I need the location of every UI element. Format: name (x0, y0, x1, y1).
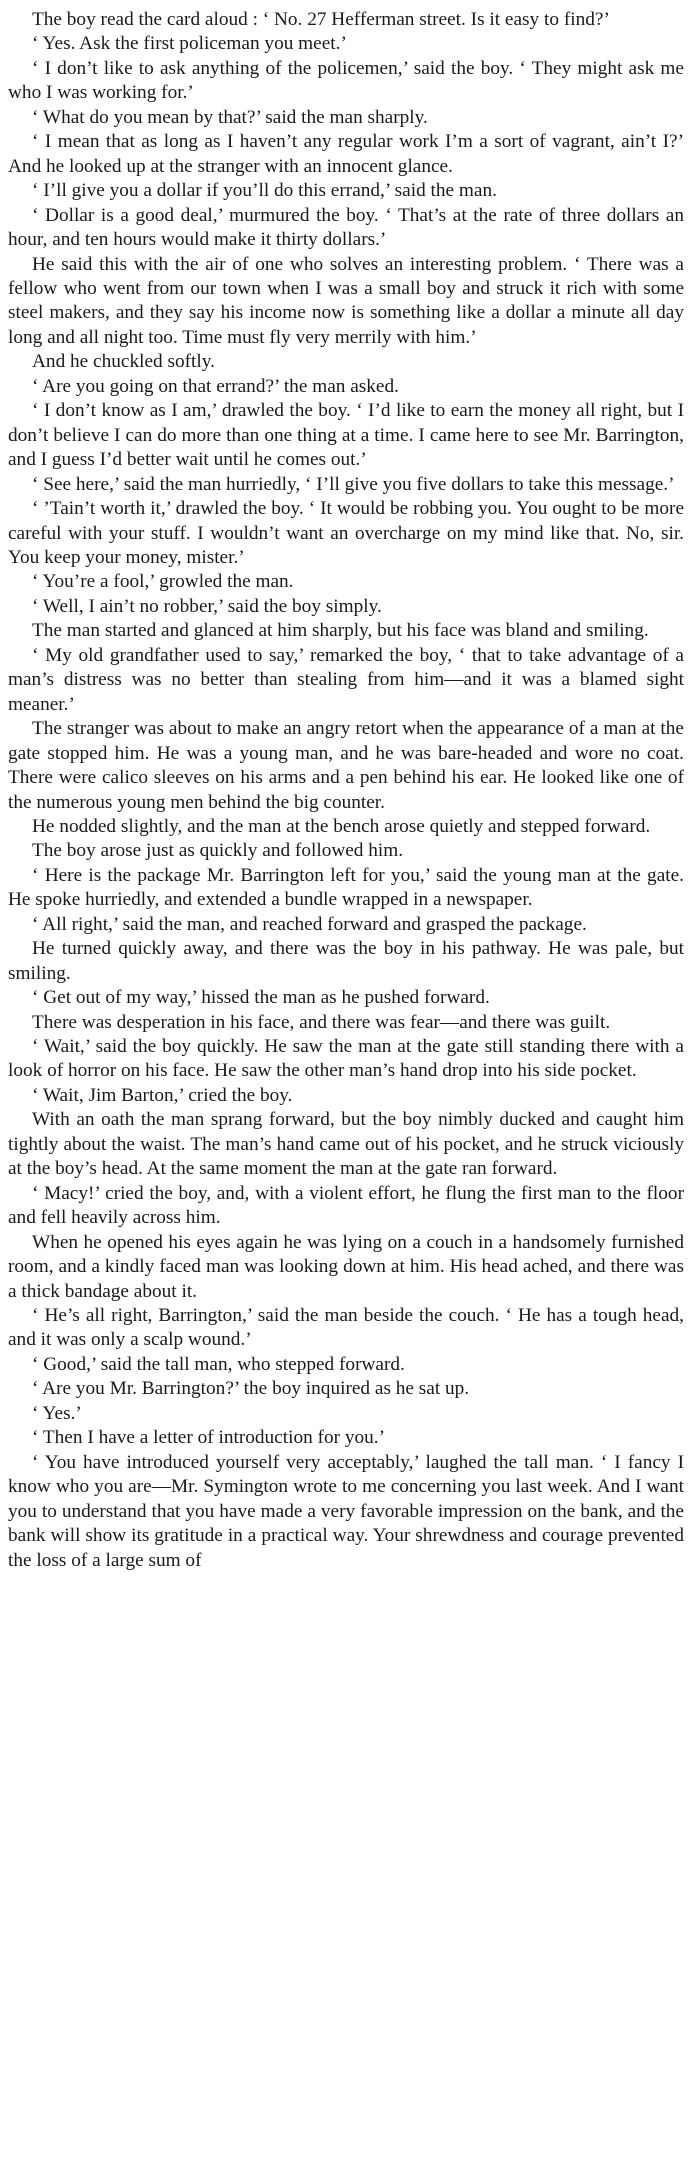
paragraph: ‘ I’ll give you a dollar if you’ll do this errand,’ said the man. (32, 180, 497, 202)
paragraph: ‘ I don’t like to ask anything of the policemen,’ said the boy. ‘ They might ask me who I was working for.’ (8, 57, 684, 104)
paragraph: ‘ All right,’ said the man, and reached forward and grasped the package. (32, 913, 587, 935)
paragraph: ‘ Are you going on that errand?’ the man asked. (32, 375, 399, 397)
paragraph: ‘ I mean that as long as I haven’t any regular work I’m a sort of vagrant, ain’t I?’ And he looked up at the stranger with an innocent glance. (8, 131, 684, 177)
paragraph: ‘ My old grandfather used to say,’ remarked the boy, ‘ that to take advantage of a man’s distress was no better than stealing from him—and it was a blamed sight meaner.’ (8, 644, 684, 715)
paragraph: When he opened his eyes again he was lying on a couch in a handsomely furnished room, and a kindly faced man was looking down at him. His head ached, and there was a thick bandage about it. (8, 1231, 684, 1302)
paragraph: The stranger was about to make an angry retort when the appearance of a man at the gate stopped him. He was a young man, and he was bare-headed and wore no coat. There were calico sleeves on his arms and a pen behind his ear. He looked like one of the numerous young men behind the big counter. (8, 718, 684, 813)
paragraph: ‘ Are you Mr. Barrington?’ the boy inquired as he sat up. (32, 1378, 470, 1400)
paragraph: And he chuckled softly. (32, 351, 215, 373)
paragraph: ‘ Macy!’ cried the boy, and, with a violent effort, he flung the first man to the floor and fell heavily across him. (8, 1182, 684, 1229)
paragraph: ‘ Here is the package Mr. Barrington left for you,’ said the young man at the gate. He spoke hurriedly, and extended a bundle wrapped in a newspaper. (8, 864, 684, 911)
paragraph: There was desperation in his face, and there was fear—and there was guilt. (32, 1011, 611, 1033)
paragraph: ‘ I don’t know as I am,’ drawled the boy. ‘ I’d like to earn the money all right, but I don’t believe I can do more than one thing at a time. I came here to see Mr. Barrington, and I guess I’d better wait until he comes out.’ (8, 400, 684, 471)
paragraph: ‘ What do you mean by that?’ said the man sharply. (32, 106, 428, 128)
paragraph: ‘ Get out of my way,’ hissed the man as he pushed forward. (32, 987, 490, 1009)
paragraph: ‘ Good,’ said the tall man, who stepped forward. (32, 1353, 405, 1375)
paragraph: ‘ Dollar is a good deal,’ murmured the boy. ‘ That’s at the rate of three dollars an hour, and ten hours would make it thirty dollars.’ (8, 204, 684, 251)
paragraph: ‘ ’Tain’t worth it,’ drawled the boy. ‘ It would be robbing you. You ought to be more careful with your stuff. I wouldn’t want an overcharge on my mind like that. No, sir. You keep your money, mister.’ (8, 498, 684, 568)
paragraph: The boy arose just as quickly and followed him. (32, 840, 404, 862)
paragraph: He nodded slightly, and the man at the bench arose quietly and stepped forward. (32, 815, 651, 837)
paragraph: The boy read the card aloud : ‘ No. 27 Hefferman street. Is it easy to find?’ (32, 9, 610, 30)
paragraph: ‘ You have introduced yourself very acceptably,’ laughed the tall man. ‘ I fancy I know who you are—Mr. Symington wrote to me concerning you last week. And I want you to understand that you have made a very favorable impression on the bank, and the bank will show its gratitude in a practical way. Your shrewdness and courage prevented the loss of a large sum of (8, 1451, 684, 1571)
paragraph: ‘ Wait, Jim Barton,’ cried the boy. (32, 1084, 293, 1106)
paragraph: ‘ Yes.’ (32, 1402, 82, 1424)
paragraph: ‘ Well, I ain’t no robber,’ said the boy simply. (32, 595, 382, 617)
paragraph: ‘ You’re a fool,’ growled the man. (32, 571, 294, 593)
paragraph: He turned quickly away, and there was the boy in his pathway. He was pale, but smiling. (8, 938, 684, 984)
paragraph: With an oath the man sprang forward, but the boy nimbly ducked and caught him tightly about the waist. The man’s hand came out of his pocket, and he struck viciously at the boy’s head. At the same moment the man at the gate ran forward. (8, 1109, 684, 1180)
paragraph: ‘ Wait,’ said the boy quickly. He saw the man at the gate still standing there with a look of horror on his face. He saw the other man’s hand drop into his side pocket. (8, 1036, 684, 1082)
paragraph: ‘ He’s all right, Barrington,’ said the man beside the couch. ‘ He has a tough head, and it was only a scalp wound.’ (8, 1305, 684, 1351)
paragraph: ‘ See here,’ said the man hurriedly, ‘ I’ll give you five dollars to take this message.’ (32, 473, 675, 495)
paragraph: ‘ Yes. Ask the first policeman you meet.’ (32, 33, 347, 55)
paragraph: He said this with the air of one who solves an interesting problem. ‘ There was a fellow who went from our town when I was a small boy and struck it rich with some steel makers, and they say his income now is something like a dollar a minute all day long and all night too. Time must fly very merrily with him.’ (8, 253, 684, 348)
paragraph: ‘ Then I have a letter of introduction for you.’ (32, 1427, 386, 1449)
paragraph: The man started and glanced at him sharply, but his face was bland and smiling. (32, 620, 649, 642)
